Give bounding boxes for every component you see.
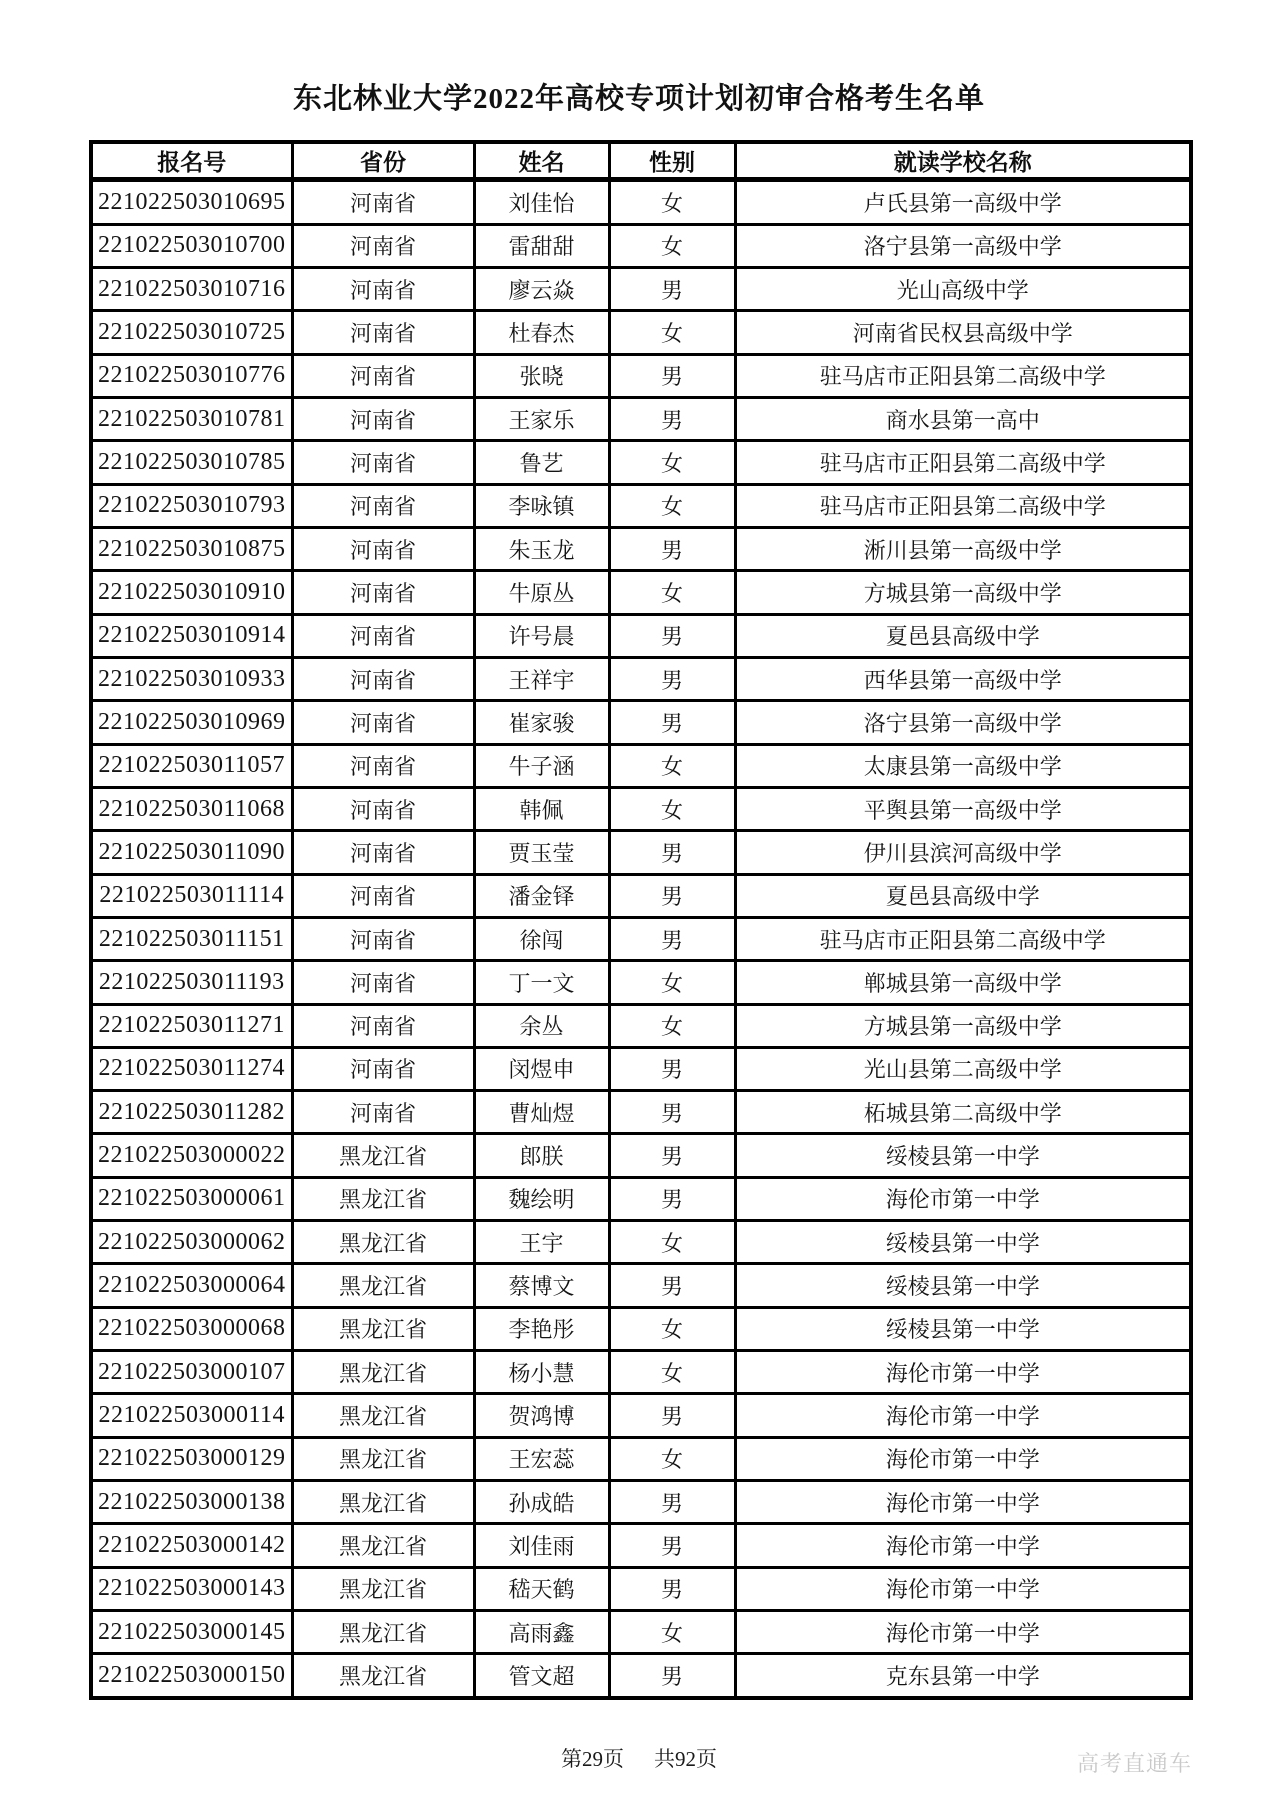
cell-reg-no: 221022503011114 xyxy=(91,874,292,917)
cell-province: 黑龙江省 xyxy=(292,1221,474,1264)
table-row xyxy=(91,527,1191,570)
table-row xyxy=(91,397,1191,440)
cell-gender: 男 xyxy=(609,1177,735,1220)
cell-province: 黑龙江省 xyxy=(292,1567,474,1610)
cell-name: 魏绘明 xyxy=(474,1177,609,1220)
cell-gender: 女 xyxy=(609,571,735,614)
cell-school: 河南省民权县高级中学 xyxy=(735,311,1191,354)
cell-name: 许号晨 xyxy=(474,614,609,657)
cell-province: 黑龙江省 xyxy=(292,1177,474,1220)
cell-name: 高雨鑫 xyxy=(474,1611,609,1654)
cell-reg-no: 221022503010933 xyxy=(91,657,292,700)
cell-province: 河南省 xyxy=(292,397,474,440)
cell-reg-no: 221022503011090 xyxy=(91,831,292,874)
watermark: 高考直通车 xyxy=(1076,1751,1192,1776)
cell-name: 崔家骏 xyxy=(474,701,609,744)
cell-school: 海伦市第一中学 xyxy=(735,1437,1191,1480)
cell-gender: 女 xyxy=(609,1611,735,1654)
cell-reg-no: 221022503000068 xyxy=(91,1307,292,1350)
cell-gender: 女 xyxy=(609,744,735,787)
cell-name: 李艳彤 xyxy=(474,1307,609,1350)
table-row xyxy=(91,571,1191,614)
cell-school: 方城县第一高级中学 xyxy=(735,571,1191,614)
cell-reg-no: 221022503011068 xyxy=(91,787,292,830)
cell-province: 河南省 xyxy=(292,657,474,700)
cell-gender: 男 xyxy=(609,874,735,917)
table-row xyxy=(91,1307,1191,1350)
cell-gender: 女 xyxy=(609,1437,735,1480)
cell-province: 河南省 xyxy=(292,571,474,614)
col-header-reg-no: 报名号 xyxy=(91,142,292,180)
cell-gender: 女 xyxy=(609,1307,735,1350)
table-row xyxy=(91,484,1191,527)
cell-reg-no: 221022503000142 xyxy=(91,1524,292,1567)
cell-reg-no: 221022503011282 xyxy=(91,1091,292,1134)
cell-province: 河南省 xyxy=(292,1047,474,1090)
cell-name: 韩佩 xyxy=(474,787,609,830)
cell-gender: 男 xyxy=(609,267,735,310)
cell-school: 商水县第一高中 xyxy=(735,397,1191,440)
table-row xyxy=(91,1394,1191,1437)
cell-province: 河南省 xyxy=(292,311,474,354)
table-row xyxy=(91,1091,1191,1134)
col-header-name: 姓名 xyxy=(474,142,609,180)
header-row xyxy=(91,142,1191,180)
table-row xyxy=(91,224,1191,267)
cell-name: 贾玉莹 xyxy=(474,831,609,874)
cell-reg-no: 221022503000107 xyxy=(91,1351,292,1394)
cell-province: 河南省 xyxy=(292,527,474,570)
cell-school: 驻马店市正阳县第二高级中学 xyxy=(735,917,1191,960)
table-row xyxy=(91,1264,1191,1307)
cell-name: 王家乐 xyxy=(474,397,609,440)
cell-reg-no: 221022503011057 xyxy=(91,744,292,787)
cell-province: 河南省 xyxy=(292,484,474,527)
table-row xyxy=(91,1654,1191,1698)
col-header-school: 就读学校名称 xyxy=(735,142,1191,180)
table-row xyxy=(91,441,1191,484)
cell-reg-no: 221022503000129 xyxy=(91,1437,292,1480)
cell-name: 朱玉龙 xyxy=(474,527,609,570)
cell-school: 方城县第一高级中学 xyxy=(735,1004,1191,1047)
cell-name: 牛子涵 xyxy=(474,744,609,787)
cell-name: 丁一文 xyxy=(474,961,609,1004)
candidates-table xyxy=(89,140,1193,1700)
cell-school: 淅川县第一高级中学 xyxy=(735,527,1191,570)
cell-gender: 男 xyxy=(609,1091,735,1134)
cell-gender: 女 xyxy=(609,1004,735,1047)
cell-school: 绥棱县第一中学 xyxy=(735,1264,1191,1307)
table-row xyxy=(91,614,1191,657)
cell-gender: 女 xyxy=(609,1351,735,1394)
cell-reg-no: 221022503010781 xyxy=(91,397,292,440)
cell-school: 卢氏县第一高级中学 xyxy=(735,180,1191,225)
cell-gender: 女 xyxy=(609,484,735,527)
cell-gender: 男 xyxy=(609,397,735,440)
cell-gender: 女 xyxy=(609,311,735,354)
cell-school: 绥棱县第一中学 xyxy=(735,1134,1191,1177)
cell-name: 刘佳雨 xyxy=(474,1524,609,1567)
cell-reg-no: 221022503000143 xyxy=(91,1567,292,1610)
cell-reg-no: 221022503011151 xyxy=(91,917,292,960)
cell-reg-no: 221022503000061 xyxy=(91,1177,292,1220)
cell-school: 夏邑县高级中学 xyxy=(735,874,1191,917)
table-row xyxy=(91,744,1191,787)
cell-school: 海伦市第一中学 xyxy=(735,1481,1191,1524)
cell-name: 王祥宇 xyxy=(474,657,609,700)
cell-school: 太康县第一高级中学 xyxy=(735,744,1191,787)
cell-name: 嵇天鹤 xyxy=(474,1567,609,1610)
table-row xyxy=(91,1221,1191,1264)
table-row xyxy=(91,1177,1191,1220)
cell-gender: 男 xyxy=(609,917,735,960)
cell-school: 洛宁县第一高级中学 xyxy=(735,224,1191,267)
table-row xyxy=(91,657,1191,700)
table-row xyxy=(91,961,1191,1004)
table-header xyxy=(91,142,1191,180)
cell-gender: 男 xyxy=(609,1524,735,1567)
cell-name: 鲁艺 xyxy=(474,441,609,484)
cell-province: 河南省 xyxy=(292,744,474,787)
cell-name: 杨小慧 xyxy=(474,1351,609,1394)
page-title: 东北林业大学2022年高校专项计划初审合格考生名单 xyxy=(292,83,985,115)
table-row xyxy=(91,267,1191,310)
cell-reg-no: 221022503000138 xyxy=(91,1481,292,1524)
cell-reg-no: 221022503000150 xyxy=(91,1654,292,1698)
cell-reg-no: 221022503010695 xyxy=(91,180,292,225)
cell-gender: 男 xyxy=(609,831,735,874)
cell-name: 管文超 xyxy=(474,1654,609,1698)
cell-reg-no: 221022503000114 xyxy=(91,1394,292,1437)
cell-school: 驻马店市正阳县第二高级中学 xyxy=(735,354,1191,397)
cell-school: 夏邑县高级中学 xyxy=(735,614,1191,657)
cell-school: 绥棱县第一中学 xyxy=(735,1307,1191,1350)
cell-school: 绥棱县第一中学 xyxy=(735,1221,1191,1264)
table-row xyxy=(91,180,1191,225)
col-header-gender: 性别 xyxy=(609,142,735,180)
cell-name: 王宇 xyxy=(474,1221,609,1264)
table-row xyxy=(91,787,1191,830)
cell-gender: 男 xyxy=(609,1134,735,1177)
cell-school: 洛宁县第一高级中学 xyxy=(735,701,1191,744)
current-page-label: 第29页 xyxy=(561,1747,624,1771)
table-row xyxy=(91,1481,1191,1524)
cell-gender: 男 xyxy=(609,1481,735,1524)
cell-school: 驻马店市正阳县第二高级中学 xyxy=(735,441,1191,484)
cell-reg-no: 221022503000064 xyxy=(91,1264,292,1307)
cell-school: 平舆县第一高级中学 xyxy=(735,787,1191,830)
cell-gender: 男 xyxy=(609,701,735,744)
cell-gender: 男 xyxy=(609,1654,735,1698)
cell-school: 海伦市第一中学 xyxy=(735,1567,1191,1610)
cell-province: 河南省 xyxy=(292,787,474,830)
cell-name: 王宏蕊 xyxy=(474,1437,609,1480)
cell-province: 黑龙江省 xyxy=(292,1264,474,1307)
cell-reg-no: 221022503010793 xyxy=(91,484,292,527)
cell-school: 海伦市第一中学 xyxy=(735,1351,1191,1394)
cell-province: 河南省 xyxy=(292,874,474,917)
cell-school: 西华县第一高级中学 xyxy=(735,657,1191,700)
cell-province: 黑龙江省 xyxy=(292,1394,474,1437)
cell-province: 黑龙江省 xyxy=(292,1307,474,1350)
table-row xyxy=(91,354,1191,397)
cell-province: 黑龙江省 xyxy=(292,1481,474,1524)
cell-reg-no: 221022503010875 xyxy=(91,527,292,570)
cell-name: 李咏镇 xyxy=(474,484,609,527)
cell-school: 光山高级中学 xyxy=(735,267,1191,310)
cell-province: 河南省 xyxy=(292,701,474,744)
cell-gender: 男 xyxy=(609,354,735,397)
cell-reg-no: 221022503010700 xyxy=(91,224,292,267)
cell-province: 河南省 xyxy=(292,831,474,874)
table-row xyxy=(91,1611,1191,1654)
table-row xyxy=(91,1437,1191,1480)
table-row xyxy=(91,917,1191,960)
cell-name: 潘金铎 xyxy=(474,874,609,917)
cell-reg-no: 221022503010776 xyxy=(91,354,292,397)
cell-name: 徐闯 xyxy=(474,917,609,960)
cell-school: 海伦市第一中学 xyxy=(735,1611,1191,1654)
cell-province: 河南省 xyxy=(292,917,474,960)
cell-school: 郸城县第一高级中学 xyxy=(735,961,1191,1004)
cell-reg-no: 221022503011193 xyxy=(91,961,292,1004)
cell-name: 余丛 xyxy=(474,1004,609,1047)
cell-reg-no: 221022503011274 xyxy=(91,1047,292,1090)
table-row xyxy=(91,1567,1191,1610)
table-row xyxy=(91,701,1191,744)
cell-province: 河南省 xyxy=(292,614,474,657)
total-pages-label: 共92页 xyxy=(654,1747,717,1771)
cell-province: 河南省 xyxy=(292,267,474,310)
cell-gender: 男 xyxy=(609,614,735,657)
cell-province: 河南省 xyxy=(292,441,474,484)
table-body xyxy=(91,180,1191,1699)
cell-province: 河南省 xyxy=(292,1091,474,1134)
cell-gender: 女 xyxy=(609,961,735,1004)
cell-school: 驻马店市正阳县第二高级中学 xyxy=(735,484,1191,527)
cell-school: 伊川县滨河高级中学 xyxy=(735,831,1191,874)
cell-name: 孙成皓 xyxy=(474,1481,609,1524)
cell-name: 雷甜甜 xyxy=(474,224,609,267)
cell-name: 蔡博文 xyxy=(474,1264,609,1307)
cell-gender: 女 xyxy=(609,787,735,830)
table-row xyxy=(91,311,1191,354)
cell-reg-no: 221022503000062 xyxy=(91,1221,292,1264)
cell-gender: 女 xyxy=(609,441,735,484)
cell-name: 贺鸿博 xyxy=(474,1394,609,1437)
cell-province: 河南省 xyxy=(292,224,474,267)
cell-gender: 男 xyxy=(609,657,735,700)
cell-reg-no: 221022503011271 xyxy=(91,1004,292,1047)
cell-gender: 女 xyxy=(609,224,735,267)
cell-name: 郎朕 xyxy=(474,1134,609,1177)
cell-reg-no: 221022503010785 xyxy=(91,441,292,484)
table-row xyxy=(91,1524,1191,1567)
cell-school: 克东县第一中学 xyxy=(735,1654,1191,1698)
table-row xyxy=(91,831,1191,874)
cell-school: 海伦市第一中学 xyxy=(735,1177,1191,1220)
cell-reg-no: 221022503010725 xyxy=(91,311,292,354)
cell-reg-no: 221022503010969 xyxy=(91,701,292,744)
table-row xyxy=(91,1004,1191,1047)
table-row xyxy=(91,1047,1191,1090)
cell-school: 海伦市第一中学 xyxy=(735,1524,1191,1567)
table-row xyxy=(91,874,1191,917)
cell-school: 海伦市第一中学 xyxy=(735,1394,1191,1437)
cell-name: 闵煜申 xyxy=(474,1047,609,1090)
col-header-province: 省份 xyxy=(292,142,474,180)
cell-reg-no: 221022503000022 xyxy=(91,1134,292,1177)
cell-province: 黑龙江省 xyxy=(292,1654,474,1698)
cell-province: 河南省 xyxy=(292,1004,474,1047)
cell-name: 牛原丛 xyxy=(474,571,609,614)
cell-school: 光山县第二高级中学 xyxy=(735,1047,1191,1090)
cell-name: 廖云焱 xyxy=(474,267,609,310)
page-footer xyxy=(89,1743,1189,1773)
cell-name: 杜春杰 xyxy=(474,311,609,354)
cell-gender: 女 xyxy=(609,180,735,225)
cell-province: 黑龙江省 xyxy=(292,1351,474,1394)
cell-gender: 男 xyxy=(609,1047,735,1090)
cell-gender: 男 xyxy=(609,527,735,570)
cell-province: 河南省 xyxy=(292,180,474,225)
cell-name: 曹灿煜 xyxy=(474,1091,609,1134)
cell-province: 黑龙江省 xyxy=(292,1524,474,1567)
cell-reg-no: 221022503000145 xyxy=(91,1611,292,1654)
cell-reg-no: 221022503010716 xyxy=(91,267,292,310)
cell-gender: 男 xyxy=(609,1264,735,1307)
cell-school: 柘城县第二高级中学 xyxy=(735,1091,1191,1134)
table-row xyxy=(91,1134,1191,1177)
cell-province: 黑龙江省 xyxy=(292,1437,474,1480)
cell-gender: 男 xyxy=(609,1394,735,1437)
cell-reg-no: 221022503010914 xyxy=(91,614,292,657)
cell-reg-no: 221022503010910 xyxy=(91,571,292,614)
cell-province: 河南省 xyxy=(292,961,474,1004)
table-row xyxy=(91,1351,1191,1394)
cell-gender: 男 xyxy=(609,1567,735,1610)
cell-province: 黑龙江省 xyxy=(292,1134,474,1177)
cell-province: 黑龙江省 xyxy=(292,1611,474,1654)
cell-name: 刘佳怡 xyxy=(474,180,609,225)
cell-gender: 女 xyxy=(609,1221,735,1264)
cell-name: 张晓 xyxy=(474,354,609,397)
cell-province: 河南省 xyxy=(292,354,474,397)
